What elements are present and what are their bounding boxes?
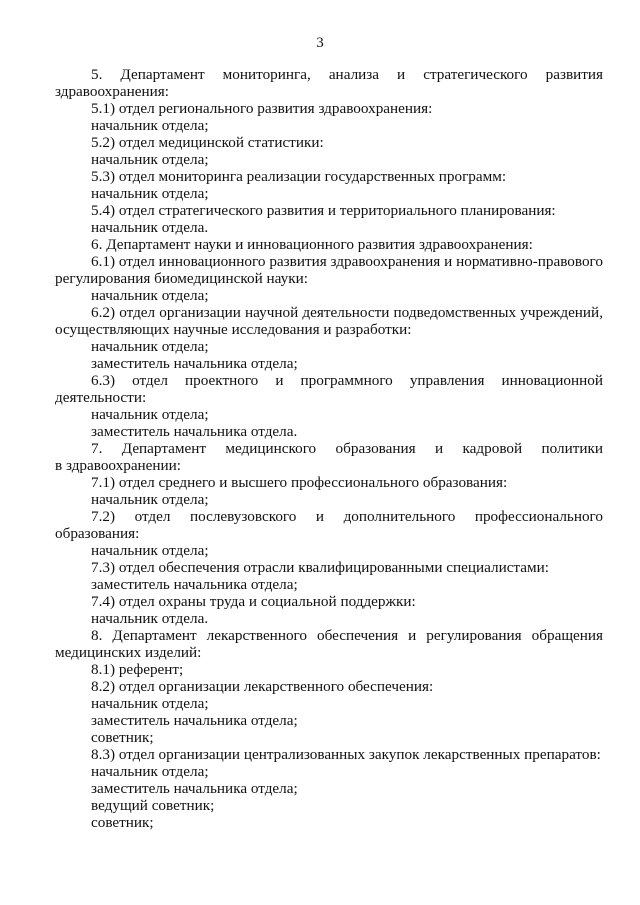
text-line: 7.2) отдел послевузовского и дополнительного профессионального bbox=[91, 508, 603, 525]
text-line: 7. Департамент медицинского образования и кадровой политики bbox=[91, 440, 603, 457]
text-line: 5.4) отдел стратегического развития и территориального планирования: bbox=[91, 202, 556, 219]
text-line: начальник отдела; bbox=[91, 287, 209, 304]
text-line: заместитель начальника отдела; bbox=[91, 712, 298, 729]
text-line: здравоохранения: bbox=[55, 83, 169, 100]
text-line: начальник отдела; bbox=[91, 406, 209, 423]
text-line: ведущий советник; bbox=[91, 797, 215, 814]
text-line: начальник отдела; bbox=[91, 542, 209, 559]
text-line: 6. Департамент науки и инновационного развития здравоохранения: bbox=[91, 236, 533, 253]
text-line: в здравоохранении: bbox=[55, 457, 182, 474]
text-line: 7.1) отдел среднего и высшего профессионального образования: bbox=[91, 474, 508, 491]
text-line: 5.3) отдел мониторинга реализации государственных программ: bbox=[91, 168, 507, 185]
page-number: 3 bbox=[316, 35, 324, 51]
text-line: начальник отдела; bbox=[91, 151, 209, 168]
text-line: заместитель начальника отдела; bbox=[91, 355, 298, 372]
text-line: 7.3) отдел обеспечения отрасли квалифицированными специалистами: bbox=[91, 559, 549, 576]
text-line: 5.1) отдел регионального развития здравоохранения: bbox=[91, 100, 433, 117]
text-line: начальник отдела. bbox=[91, 219, 209, 236]
text-line: заместитель начальника отдела. bbox=[91, 423, 298, 440]
text-line: регулирования биомедицинской науки: bbox=[55, 270, 308, 287]
text-line: советник; bbox=[91, 814, 154, 831]
text-line: заместитель начальника отдела; bbox=[91, 780, 298, 797]
text-line: 7.4) отдел охраны труда и социальной поддержки: bbox=[91, 593, 416, 610]
text-line: начальник отдела; bbox=[91, 763, 209, 780]
text-line: заместитель начальника отдела; bbox=[91, 576, 298, 593]
text-line: 5.2) отдел медицинской статистики: bbox=[91, 134, 324, 151]
text-line: 6.2) отдел организации научной деятельности подведомственных учреждений, bbox=[91, 304, 603, 321]
text-line: начальник отдела; bbox=[91, 491, 209, 508]
text-line: медицинских изделий: bbox=[55, 644, 202, 661]
text-line: советник; bbox=[91, 729, 154, 746]
text-line: начальник отдела. bbox=[91, 610, 209, 627]
text-line: 6.3) отдел проектного и программного управления инновационной bbox=[91, 372, 603, 389]
text-line: 8. Департамент лекарственного обеспечения и регулирования обращения bbox=[91, 627, 603, 644]
text-line: 8.1) референт; bbox=[91, 661, 184, 678]
text-line: осуществляющих научные исследования и разработки: bbox=[55, 321, 412, 338]
text-line: начальник отдела; bbox=[91, 117, 209, 134]
text-line: образования: bbox=[55, 525, 140, 542]
text-line: начальник отдела; bbox=[91, 695, 209, 712]
text-line: начальник отдела; bbox=[91, 338, 209, 355]
document-body bbox=[55, 66, 603, 831]
text-line: начальник отдела; bbox=[91, 185, 209, 202]
text-line: 5. Департамент мониторинга, анализа и стратегического развития bbox=[91, 66, 603, 83]
text-line: 8.2) отдел организации лекарственного обеспечения: bbox=[91, 678, 434, 695]
text-line: деятельности: bbox=[55, 389, 147, 406]
text-line: 6.1) отдел инновационного развития здравоохранения и нормативно-правового bbox=[91, 253, 603, 270]
text-line: 8.3) отдел организации централизованных закупок лекарственных препаратов: bbox=[91, 746, 601, 763]
